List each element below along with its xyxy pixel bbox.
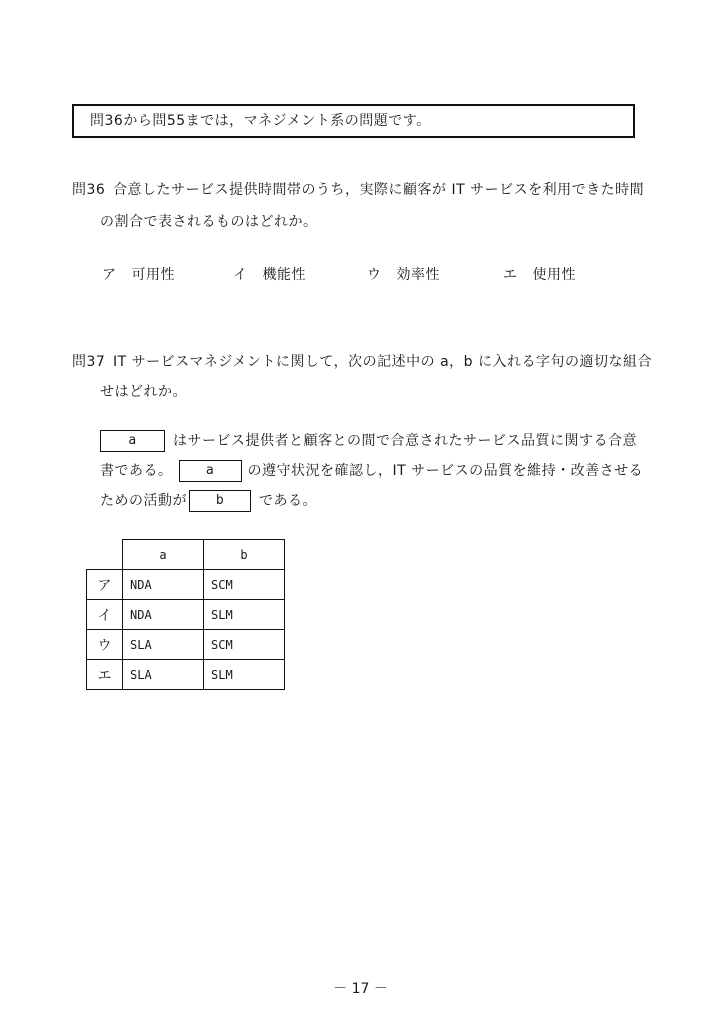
table-header-a: a xyxy=(123,540,204,570)
page-number: － 17 － xyxy=(333,981,388,997)
passage-seg1: はサービス提供者と顧客との間で合意されたサービス品質に関する合意 xyxy=(173,433,637,449)
banner-text: 問36から問55までは，マネジメント系の問題です。 xyxy=(90,113,431,129)
row-label: ウ xyxy=(87,630,123,660)
table-row xyxy=(87,630,285,660)
row-label: イ xyxy=(87,600,123,630)
q36-number: 問36 xyxy=(72,182,106,198)
table-header-b: b xyxy=(204,540,285,570)
q36-choice-i xyxy=(233,265,306,285)
q37-stem-line1: IT サービスマネジメントに関して，次の記述中の a，b に入れる字句の適切な組合 xyxy=(113,354,653,370)
cell-b: SLM xyxy=(204,600,285,630)
blank-b: b xyxy=(189,490,251,512)
table-row xyxy=(87,570,285,600)
q36-choice-a xyxy=(102,265,175,285)
choice-label: イ xyxy=(233,267,248,283)
choice-text: 使用性 xyxy=(532,267,576,283)
choice-label: ウ xyxy=(367,267,382,283)
choice-label: ア xyxy=(102,267,117,283)
cell-a: NDA xyxy=(123,600,204,630)
cell-b: SCM xyxy=(204,630,285,660)
table-header-row xyxy=(87,540,285,570)
cell-b: SLM xyxy=(204,660,285,690)
table-header-corner xyxy=(87,540,123,570)
choice-label: エ xyxy=(503,267,518,283)
blank-a: a xyxy=(100,430,165,452)
passage-seg3: の遵守状況を確認し，IT サービスの品質を維持・改善させる xyxy=(247,463,644,479)
blank-a: a xyxy=(179,460,242,482)
cell-a: NDA xyxy=(123,570,204,600)
q37-number: 問37 xyxy=(72,354,106,370)
cell-a: SLA xyxy=(123,660,204,690)
passage-seg2: 書である。 xyxy=(100,463,173,479)
table-row xyxy=(87,660,285,690)
row-label: エ xyxy=(87,660,123,690)
section-banner xyxy=(72,104,635,138)
choice-text: 可用性 xyxy=(131,267,175,283)
row-label: ア xyxy=(87,570,123,600)
choice-text: 効率性 xyxy=(396,267,440,283)
q36-choice-e xyxy=(503,265,576,285)
passage-line1 xyxy=(100,430,637,454)
answer-table xyxy=(86,539,285,690)
q36-stem-line1: 合意したサービス提供時間帯のうち，実際に顧客が IT サービスを利用できた時間 xyxy=(113,182,645,198)
passage-line2 xyxy=(100,460,643,484)
cell-a: SLA xyxy=(123,630,204,660)
q36-stem-line2: の割合で表されるものはどれか。 xyxy=(100,214,318,230)
passage-seg4: ための活動が xyxy=(100,493,187,509)
choice-text: 機能性 xyxy=(262,267,306,283)
passage-seg5: である。 xyxy=(259,493,317,509)
q36-choice-u xyxy=(367,265,440,285)
passage-line3 xyxy=(100,490,317,514)
q37-stem-line2: せはどれか。 xyxy=(100,384,187,400)
cell-b: SCM xyxy=(204,570,285,600)
table-row xyxy=(87,600,285,630)
